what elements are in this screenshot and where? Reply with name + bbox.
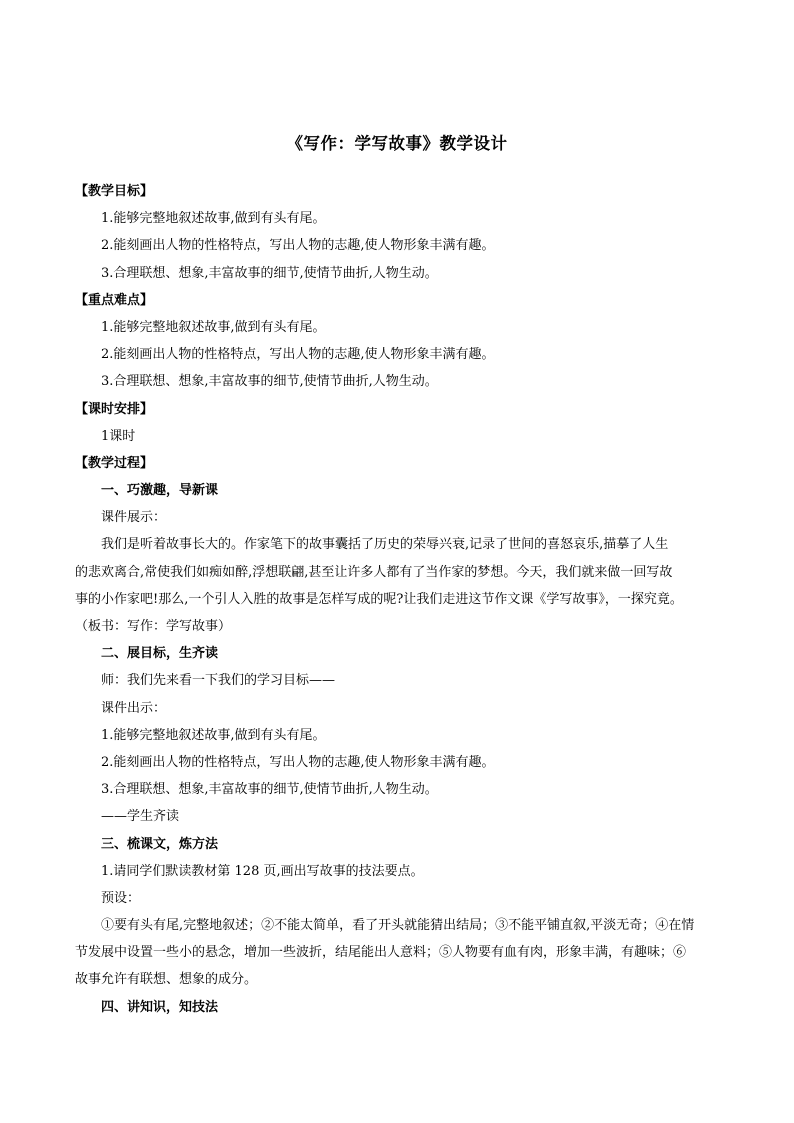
part2-teacher-line: 师：我们先来看一下我们的学习目标—— (101, 673, 336, 689)
page-title: 《写作：学写故事》教学设计 (286, 134, 508, 153)
part2-item-3: 3.合理联想、想象,丰富故事的细节,使情节曲折,人物生动。 (101, 782, 438, 798)
document-body (75, 178, 725, 1021)
part1-label: 课件展示： (101, 510, 167, 526)
part3-title: 三、梳课文，炼方法 (101, 836, 219, 852)
part1-paragraph-line-3: 事的小作家吧!那么,一个引人入胜的故事是怎样写成的呢?让我们走进这节作文课《学写故事》，一探究竟。 (75, 591, 683, 607)
part2-item-1: 1.能够完整地叙述故事,做到有头有尾。 (101, 727, 326, 743)
goal-item-3: 3.合理联想、想象,丰富故事的细节,使情节曲折,人物生动。 (101, 265, 438, 281)
part3-paragraph-line-2: 节发展中设置一些小的悬念，增加一些波折，结尾能出人意料；⑤人物要有血有肉，形象丰满，有趣味；⑥ (75, 945, 687, 961)
part1-paragraph-line-1: 我们是听着故事长大的。作家笔下的故事囊括了历史的荣辱兴衰,记录了世间的喜怒哀乐,描摹了人生 (101, 537, 669, 553)
goal-item-1: 1.能够完整地叙述故事,做到有头有尾。 (101, 211, 326, 227)
part2-item-2: 2.能刻画出人物的性格特点，写出人物的志趣,使人物形象丰满有趣。 (101, 754, 495, 770)
section-heading-schedule: 【课时安排】 (75, 401, 154, 417)
part3-paragraph-line-1: ①要有头有尾,完整地叙述；②不能太简单，看了开头就能猜出结局；③不能平铺直叙,平淡无奇；④在情 (101, 918, 695, 934)
part1-paragraph-line-4: （板书：写作：学写故事） (75, 619, 232, 634)
part1-title: 一、巧激趣，导新课 (101, 483, 219, 499)
section-heading-goals: 【教学目标】 (75, 184, 154, 199)
key-point-item-1: 1.能够完整地叙述故事,做到有头有尾。 (101, 319, 326, 335)
key-point-item-2: 2.能刻画出人物的性格特点，写出人物的志趣,使人物形象丰满有趣。 (101, 347, 495, 363)
section-heading-key-points: 【重点难点】 (75, 292, 154, 308)
part2-title: 二、展目标，生齐读 (101, 646, 219, 662)
key-point-item-3: 3.合理联想、想象,丰富故事的细节,使情节曲折,人物生动。 (101, 374, 438, 390)
part4-title: 四、讲知识，知技法 (101, 999, 219, 1015)
part2-label: 课件出示： (101, 700, 167, 716)
schedule-text: 1课时 (101, 428, 136, 444)
section-heading-process: 【教学过程】 (75, 455, 154, 471)
part1-paragraph-line-2: 的悲欢离合,常使我们如痴如醉,浮想联翩,甚至让许多人都有了当作家的梦想。今天，我们就来做一回写故 (75, 564, 673, 580)
part3-task: 1.请同学们默读教材第 128 页,画出写故事的技法要点。 (101, 863, 424, 879)
part3-paragraph-line-3: 故事允许有联想、想象的成分。 (75, 972, 258, 988)
part2-note: ——学生齐读 (101, 809, 180, 825)
part3-label: 预设： (101, 890, 141, 906)
goal-item-2: 2.能刻画出人物的性格特点，写出人物的志趣,使人物形象丰满有趣。 (101, 238, 495, 254)
